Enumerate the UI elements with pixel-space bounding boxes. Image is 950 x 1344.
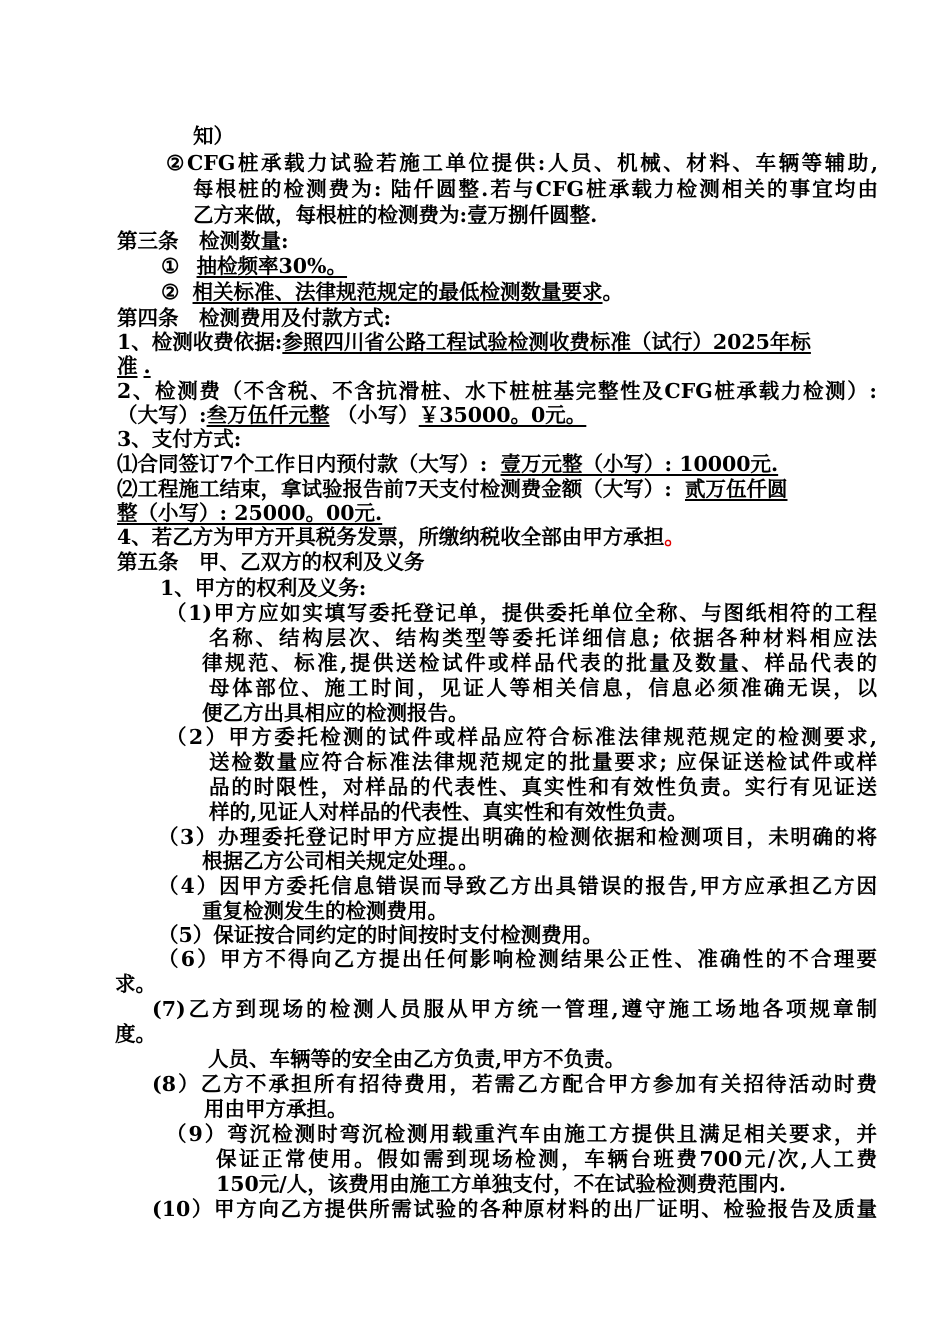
clause-line: 150元/人，该费用由施工方单独支付，不在试验检测费范围内. <box>216 1172 786 1196</box>
payment-advance-line <box>117 451 778 477</box>
clause-line: 度。 <box>115 1022 156 1046</box>
final-value: 贰万伍仟圆 <box>684 477 788 501</box>
item-1-marker: ① <box>161 254 180 278</box>
article-4-heading: 第四条 检测费用及付款方式: <box>117 306 392 330</box>
s2-line-2: ②CFG桩承载力试验若施工单位提供:人员、机械、材料、车辆等辅助, <box>166 151 878 175</box>
clause-line: 便乙方出具相应的检测报告。 <box>202 701 469 725</box>
item-2-text: 相关标准、法律规范规定的最低检测数量要求 <box>192 280 603 304</box>
s2-line-1: 知） <box>193 124 234 148</box>
party-a-heading: 1、甲方的权利及义务: <box>160 576 367 600</box>
clause-line: 母体部位、施工时间，见证人等相关信息，信息必须准确无误，以 <box>209 676 877 700</box>
clause-line: 律规范、标准,提供送检试件或样品代表的批量及数量、样品代表的 <box>202 651 877 675</box>
clause-line: 人员、车辆等的安全由乙方负责,甲方不负责。 <box>208 1047 626 1071</box>
clause-line: (10）甲方向乙方提供所需试验的各种原材料的出厂证明、检验报告及质量 <box>152 1197 877 1221</box>
advance-value: 壹万元整（小写）: 10000元. <box>500 452 779 476</box>
clause-line: （9）弯沉检测时弯沉检测用载重汽车由施工方提供且满足相关要求，并 <box>166 1122 877 1146</box>
payment-final-line-2 <box>117 500 382 526</box>
article-5-heading: 第五条 甲、乙双方的权利及义务 <box>117 550 425 574</box>
clause-line: 求。 <box>115 972 156 996</box>
s2-line-3: 每根桩的检测费为: 陆仟圆整.若与CFG桩承载力检测相关的事宜均由 <box>193 177 878 201</box>
article-3-heading: 第三条 检测数量: <box>117 229 289 253</box>
fee-lower-value: ￥35000。0元。 <box>418 403 587 427</box>
tax-line <box>117 524 685 550</box>
clause-line: （2）甲方委托检测的试件或样品应符合标准法律规范规定的检测要求, <box>166 725 877 749</box>
tax-text: 4、若乙方为甲方开具税务发票，所缴纳税收全部由甲方承担 <box>117 525 665 549</box>
fee-basis-line <box>117 329 811 355</box>
clause-line: 用由甲方承担。 <box>204 1097 348 1121</box>
tax-mark: 。 <box>664 525 685 549</box>
fee-basis-label: 1、检测收费依据: <box>117 330 283 354</box>
clause-line: （1)甲方应如实填写委托登记单，提供委托单位全称、与图纸相符的工程 <box>166 601 877 625</box>
clause-line: 保证正常使用。假如需到现场检测，车辆台班费700元/次,人工费 <box>216 1147 877 1171</box>
payment-final-line <box>117 476 787 502</box>
clause-line: 根据乙方公司相关规定处理。。 <box>202 849 479 873</box>
clause-line: 送检数量应符合标准法律规范规定的批量要求; 应保证送检试件或样 <box>209 750 877 774</box>
fee-basis-value: 参照四川省公路工程试验检测收费标准（试行）2025年标 <box>282 330 811 354</box>
fee-upper-value: 叁万伍仟元整 <box>206 403 330 427</box>
fee-amount-line <box>117 402 586 428</box>
final-value-cont: 整（小写）: 25000。00元. <box>117 501 383 525</box>
s2-line-4: 乙方来做，每根桩的检测费为:壹万捌仟圆整. <box>193 203 598 227</box>
fee-lower-label: （小写） <box>336 403 419 427</box>
final-label: ⑵工程施工结束，拿试验报告前7天支付检测费金额（大写）: <box>117 477 672 501</box>
clause-line: 品的时限性，对样品的代表性、真实性和有效性负责。实行有见证送 <box>209 775 877 799</box>
article-3-item-2 <box>161 279 623 305</box>
clause-line: （5）保证按合同约定的时间按时支付检测费用。 <box>158 923 603 947</box>
fee-basis-line-2 <box>117 353 151 379</box>
clause-line: (7)乙方到现场的检测人员服从甲方统一管理,遵守施工场地各项规章制 <box>152 997 877 1021</box>
clause-line: 重复检测发生的检测费用。 <box>202 899 448 923</box>
clause-line: 样的,见证人对样品的代表性、真实性和有效性负责。 <box>209 800 688 824</box>
clause-line: (8）乙方不承担所有招待费用，若需乙方配合甲方参加有关招待活动时费 <box>152 1072 877 1096</box>
fee-basis-end: . <box>143 354 151 378</box>
fee-line-1: 2、检测费（不含税、不含抗滑桩、水下桩桩基完整性及CFG桩承载力检测）: <box>117 379 877 403</box>
article-3-item-1 <box>161 253 347 279</box>
item-2-marker: ② <box>161 280 180 304</box>
clause-line: （4）因甲方委托信息错误而导致乙方出具错误的报告,甲方应承担乙方因 <box>158 874 877 898</box>
advance-label: ⑴合同签订7个工作日内预付款（大写）: <box>117 452 488 476</box>
clause-line: （6）甲方不得向乙方提出任何影响检测结果公正性、准确性的不合理要 <box>158 947 877 971</box>
clause-line: （3）办理委托登记时甲方应提出明确的检测依据和检测项目，未明确的将 <box>158 825 877 849</box>
item-1-text: 抽检频率30%。 <box>196 254 348 278</box>
payment-method-heading: 3、支付方式: <box>117 427 242 451</box>
fee-upper-label: （大写）: <box>117 403 207 427</box>
item-2-end: 。 <box>602 280 624 304</box>
clause-line: 名称、结构层次、结构类型等委托详细信息; 依据各种材料相应法 <box>209 626 877 650</box>
fee-basis-value-cont: 准 <box>117 354 138 378</box>
